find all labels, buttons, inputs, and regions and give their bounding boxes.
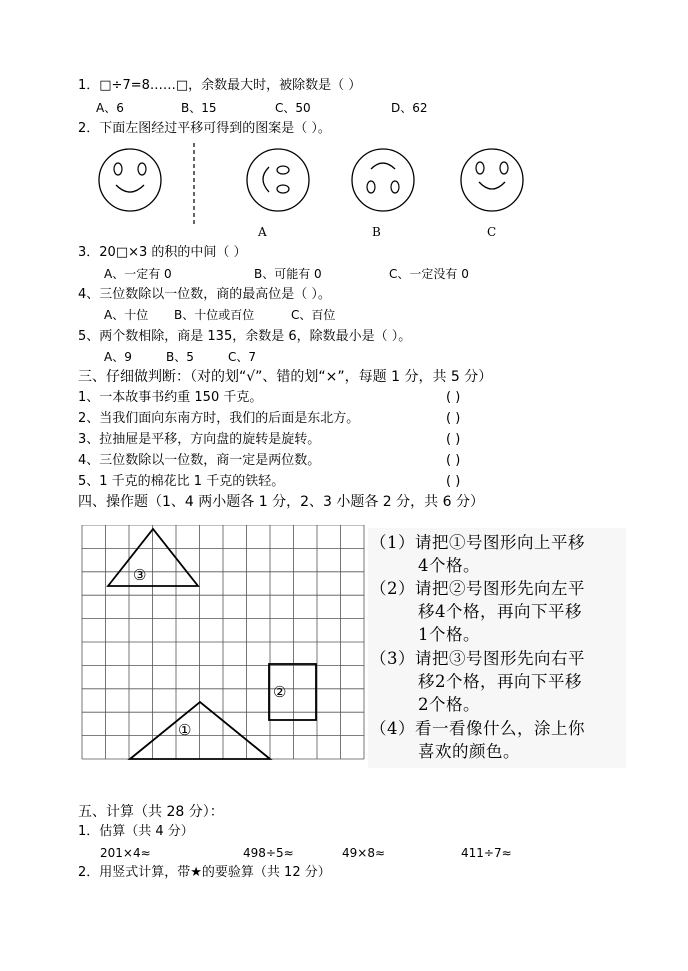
instruction-line-4: 移4个格，再向下平移	[418, 602, 582, 621]
instruction-line-2: 4个格。	[418, 556, 480, 575]
shape-label-2: ②	[273, 683, 287, 701]
q3-option-c: C、一定没有 0	[389, 267, 469, 281]
q1-option-a: A、6	[96, 101, 124, 115]
dashed-divider	[192, 143, 196, 225]
q1-option-d: D、62	[391, 101, 428, 115]
triangle-shape-1	[130, 702, 270, 759]
label-c: C	[487, 225, 497, 239]
judge-item-3: 3、拉抽屉是平移，方向盘的旋转是旋转。	[78, 432, 321, 447]
judge-item-2: 2、当我们面向东南方时，我们的后面是东北方。	[78, 411, 360, 426]
q1-option-c: C、50	[275, 101, 311, 115]
judge-answer-2[interactable]: ( )	[446, 411, 461, 426]
q5-option-b: B、5	[166, 350, 194, 364]
q4-stem: 4、三位数除以一位数，商的最高位是（ ）。	[78, 287, 331, 302]
face-option-a	[243, 145, 313, 215]
section5-title: 五、计算（共 28 分）：	[78, 804, 224, 820]
q2-stem: 2．下面左图经过平移可得到的图案是（ ）。	[78, 121, 331, 136]
shape-label-3: ③	[133, 566, 147, 584]
judge-item-5: 5、1 千克的棉花比 1 千克的铁轻。	[78, 474, 285, 489]
q5-option-a: A、9	[104, 350, 132, 364]
instruction-line-6: （3）请把③号图形先向右平	[370, 649, 585, 668]
triangle-shape-3	[108, 529, 198, 586]
vertical-calc-heading: 2．用竖式计算，带★的要验算（共 12 分）	[78, 865, 331, 880]
estimate-3: 49×8≈	[342, 846, 386, 860]
q1-option-b: B、15	[181, 101, 217, 115]
instruction-line-1: （1）请把①号图形向上平移	[370, 533, 585, 552]
q4-option-b: B、十位或百位	[174, 308, 255, 322]
judge-answer-1[interactable]: ( )	[446, 390, 461, 405]
q3-stem: 3．20□×3 的积的中间（ ）	[78, 245, 247, 260]
judge-item-1: 1、一本故事书约重 150 千克。	[78, 390, 263, 405]
grid-lines	[82, 525, 364, 759]
grid-figure[interactable]	[80, 525, 368, 765]
estimate-2: 498÷5≈	[243, 846, 294, 860]
q3-option-b: B、可能有 0	[254, 267, 322, 281]
instruction-line-9: （4）看一看像什么，涂上你	[370, 719, 585, 738]
instruction-line-10: 喜欢的颜色。	[418, 742, 520, 761]
section4-title: 四、操作题（1、4 两小题各 1 分，2、3 小题各 2 分，共 6 分）	[78, 494, 484, 510]
label-a: A	[258, 225, 267, 239]
instruction-line-8: 2个格。	[418, 695, 480, 714]
judge-item-4: 4、三位数除以一位数，商一定是两位数。	[78, 453, 321, 468]
judge-answer-4[interactable]: ( )	[446, 453, 461, 468]
q1-stem: 1．□÷7=8……□，余数最大时，被除数是（ ）	[78, 78, 362, 93]
face-option-b	[348, 145, 418, 215]
estimate-heading: 1．估算（共 4 分）	[78, 824, 194, 839]
judge-answer-3[interactable]: ( )	[446, 432, 461, 447]
estimate-4: 411÷7≈	[461, 846, 512, 860]
instruction-line-3: （2）请把②号图形先向左平	[370, 579, 585, 598]
section3-title: 三、仔细做判断：（对的划“√”、错的划“×”，每题 1 分，共 5 分）	[78, 369, 493, 385]
original-smiley-face	[95, 145, 165, 215]
q5-stem: 5、两个数相除，商是 135，余数是 6，除数最小是（ ）。	[78, 329, 412, 344]
q4-option-a: A、十位	[104, 308, 149, 322]
q3-option-a: A、一定有 0	[104, 267, 172, 281]
judge-answer-5[interactable]: ( )	[446, 474, 461, 489]
q4-option-c: C、百位	[291, 308, 336, 322]
face-option-c	[457, 145, 527, 215]
estimate-1: 201×4≈	[100, 846, 151, 860]
q5-option-c: C、7	[228, 350, 257, 364]
shape-label-1: ①	[178, 721, 192, 739]
instruction-line-5: 1个格。	[418, 625, 480, 644]
label-b: B	[372, 225, 381, 239]
instruction-line-7: 移2个格，再向下平移	[418, 672, 582, 691]
